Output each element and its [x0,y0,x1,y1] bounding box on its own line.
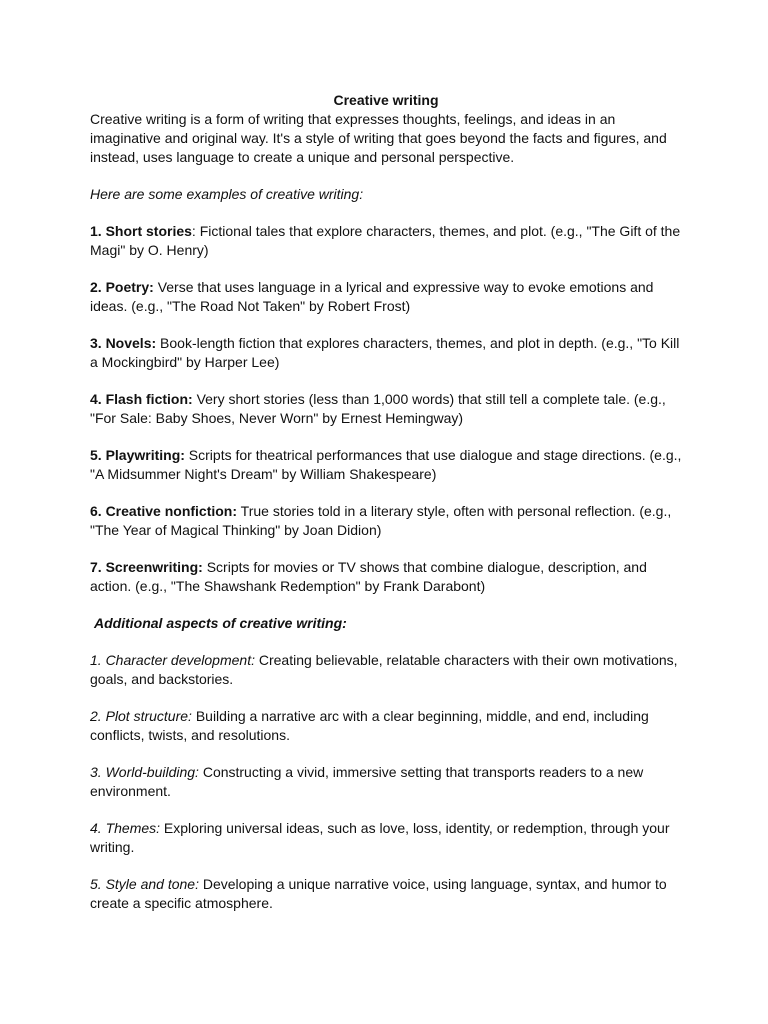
example-label: 4. Flash fiction: [90,391,193,407]
aspect-text: Developing a unique narrative voice, using language, syntax, and humor to create a specific atmosphere. [90,876,667,911]
example-item [90,390,682,428]
aspect-item [90,819,682,857]
example-text: True stories told in a literary style, often with personal reflection. (e.g., "The Year of Magical Thinking" by Joan Didion) [90,503,672,538]
aspect-label: 5. Style and tone: [90,876,199,892]
example-item [90,334,682,372]
example-label: 3. Novels: [90,335,157,351]
example-label: 5. Playwriting: [90,447,185,463]
document-title: Creative writing [333,92,439,108]
aspect-text: Constructing a vivid, immersive setting that transports readers to a new environment. [90,764,644,799]
example-label: 6. Creative nonfiction: [90,503,238,519]
example-label: 1. Short stories [90,223,192,239]
example-item [90,502,682,540]
example-text: Very short stories (less than 1,000 words) that still tell a complete tale. (e.g., "For Sale: Baby Shoes, Never Worn" by Ernest Hemingway) [90,391,666,426]
aspect-label: 1. Character development: [90,652,255,668]
aspect-text: Creating believable, relatable characters with their own motivations, goals, and backstories. [90,652,678,687]
aspect-text: Building a narrative arc with a clear beginning, middle, and end, including conflicts, twists, and resolutions. [90,708,649,743]
aspect-label: 3. World-building: [90,764,199,780]
aspects-heading: Additional aspects of creative writing: [94,615,347,631]
example-label: 7. Screenwriting: [90,559,203,575]
aspect-item [90,875,682,913]
example-text: Verse that uses language in a lyrical and expressive way to evoke emotions and ideas. (e.g., "The Road Not Taken" by Robert Frost) [90,279,654,314]
aspect-text: Exploring universal ideas, such as love, loss, identity, or redemption, through your writing. [90,820,670,855]
example-item [90,222,682,260]
example-item [90,278,682,316]
example-text: : Fictional tales that explore characters, themes, and plot. (e.g., "The Gift of the Magi" by O. Henry) [90,223,681,258]
examples-heading: Here are some examples of creative writing: [90,186,364,202]
example-label: 2. Poetry: [90,279,154,295]
aspect-item [90,651,682,689]
example-item [90,446,682,484]
example-item [90,558,682,596]
aspect-item [90,707,682,745]
aspect-label: 4. Themes: [90,820,161,836]
example-text: Scripts for movies or TV shows that combine dialogue, description, and action. (e.g., "The Shawshank Redemption" by Frank Darabont) [90,559,647,594]
document-page [90,91,682,913]
aspect-label: 2. Plot structure: [90,708,192,724]
example-text: Book-length fiction that explores characters, themes, and plot in depth. (e.g., "To Kill a Mockingbird" by Harper Lee) [90,335,680,370]
aspect-item [90,763,682,801]
example-text: Scripts for theatrical performances that use dialogue and stage directions. (e.g., "A Midsummer Night's Dream" by William Shakespeare) [90,447,682,482]
intro-paragraph: Creative writing is a form of writing that expresses thoughts, feelings, and ideas in an imaginative and original way. It's a style of writing that goes beyond the facts and figures, and instead, uses language to create a unique and personal perspective. [90,111,667,165]
